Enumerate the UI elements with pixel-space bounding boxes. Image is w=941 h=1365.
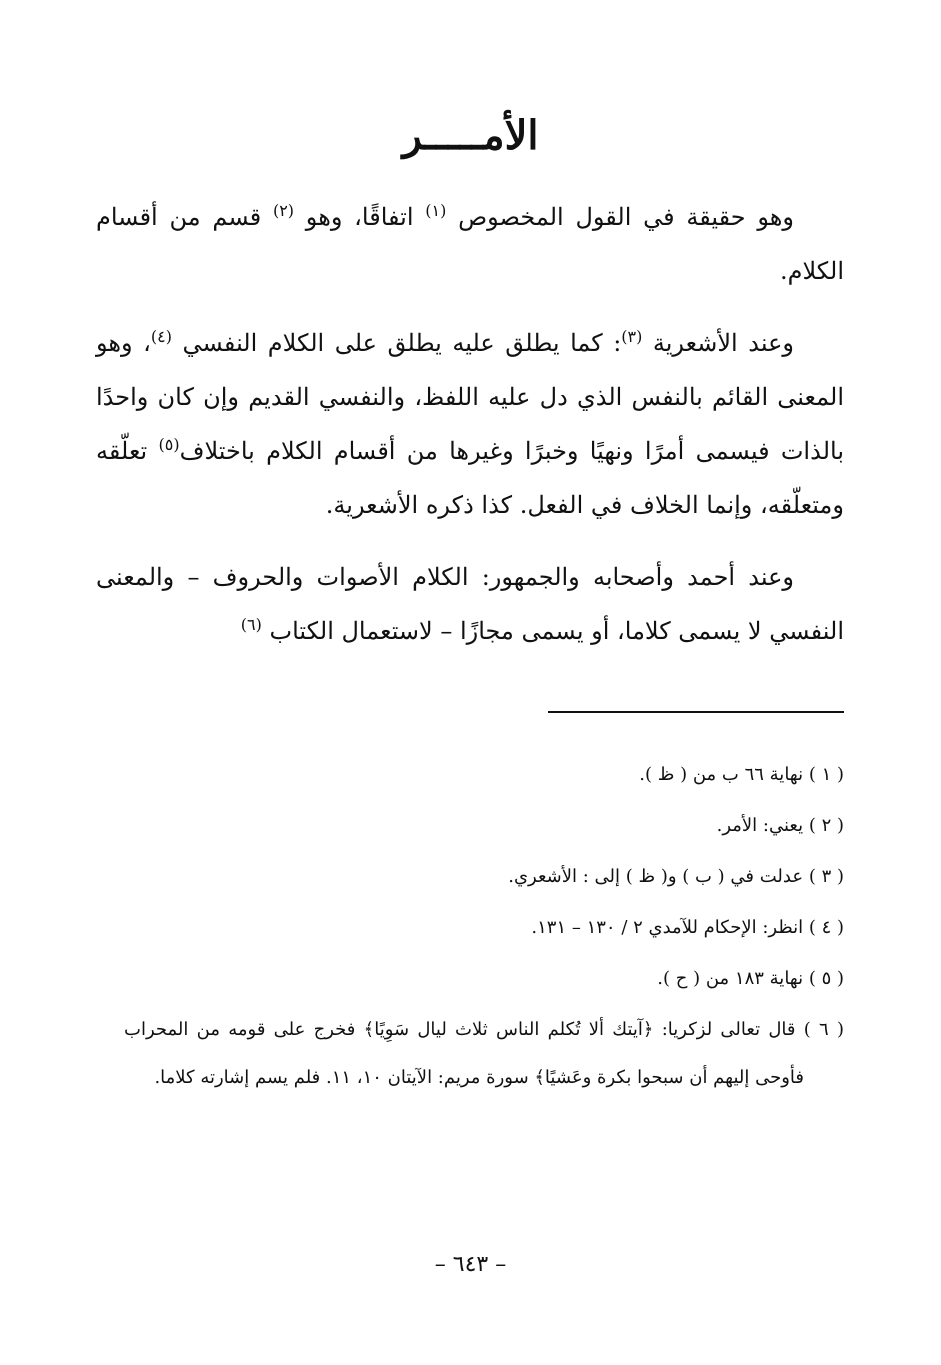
- paragraph-2-part-2: : كما يطلق عليه يطلق على الكلام النفسي: [172, 329, 622, 357]
- paragraph-3: [96, 550, 844, 658]
- paragraph-1-part-3: قسم من أقسام الكلام.: [96, 203, 844, 285]
- paragraph-1-part-2: اتفاقًا، وهو: [294, 203, 414, 231]
- footnote-separator: [548, 711, 844, 713]
- paragraph-1-part-1: وهو حقيقة في القول المخصوص: [446, 203, 794, 231]
- paragraph-1: [96, 190, 844, 298]
- footnote-marker-2: (٢): [272, 201, 295, 220]
- footnote-6: ( ٦ ) قال تعالى لزكريا: ﴿آيتك ألا تُكلم الناس ثلاث ليال سَوِيًا﴾ فخرج على قومه من المحراب فأوحى إليهم أن سبحوا بكرة وعَشيًا﴾ سورة مريم: الآيتان ١٠، ١١. فلم يسم إشارته كلاما.: [124, 1019, 844, 1088]
- page-number: – ٦٤٣ –: [434, 1252, 507, 1277]
- paragraph-2-part-1: وعند الأشعرية: [642, 329, 794, 357]
- footnote-marker-4: (٤): [150, 327, 172, 346]
- footnote-marker-3: (٣): [621, 327, 643, 346]
- footnote-2: ( ٢ ) يعني: الأمر.: [716, 815, 844, 836]
- footnote-marker-6: (٦): [240, 615, 262, 634]
- footnote-4: ( ٤ ) انظر: الإحكام للآمدي ٢ / ١٣٠ – ١٣١.: [531, 917, 844, 938]
- footnote-marker-5: (٥): [158, 435, 180, 454]
- footnote-marker-1: (١): [425, 201, 447, 220]
- main-text: [96, 190, 844, 676]
- footnote-5: ( ٥ ) نهاية ١٨٣ من ( ح ).: [657, 968, 844, 989]
- paragraph-2-part-3: ، وهو المعنى القائم بالنفس الذي دل عليه اللفظ، والنفسي القديم وإن كان واحدًا بالذات فيسمى أمرًا ونهيًا وخبرًا وغيرها من أقسام الكلام باختلاف: [96, 329, 844, 465]
- paragraph-3-part-1: وعند أحمد وأصحابه والجمهور: الكلام الأصوات والحروف – والمعنى النفسي لا يسمى كلاما، أو يسمى مجازًا – لاستعمال الكتاب: [96, 563, 844, 645]
- footnotes: [124, 748, 844, 1105]
- footnote-1: ( ١ ) نهاية ٦٦ ب من ( ظ ).: [639, 764, 844, 785]
- page-title: الأمـــــر: [402, 112, 539, 159]
- paragraph-2-part-4: تعلّقه ومتعلّقه، وإنما الخلاف في الفعل. كذا ذكره الأشعرية.: [96, 437, 844, 519]
- paragraph-2: [96, 316, 844, 532]
- footnote-3: ( ٣ ) عدلت في ( ب ) و( ظ ) إلى : الأشعري.: [508, 866, 844, 887]
